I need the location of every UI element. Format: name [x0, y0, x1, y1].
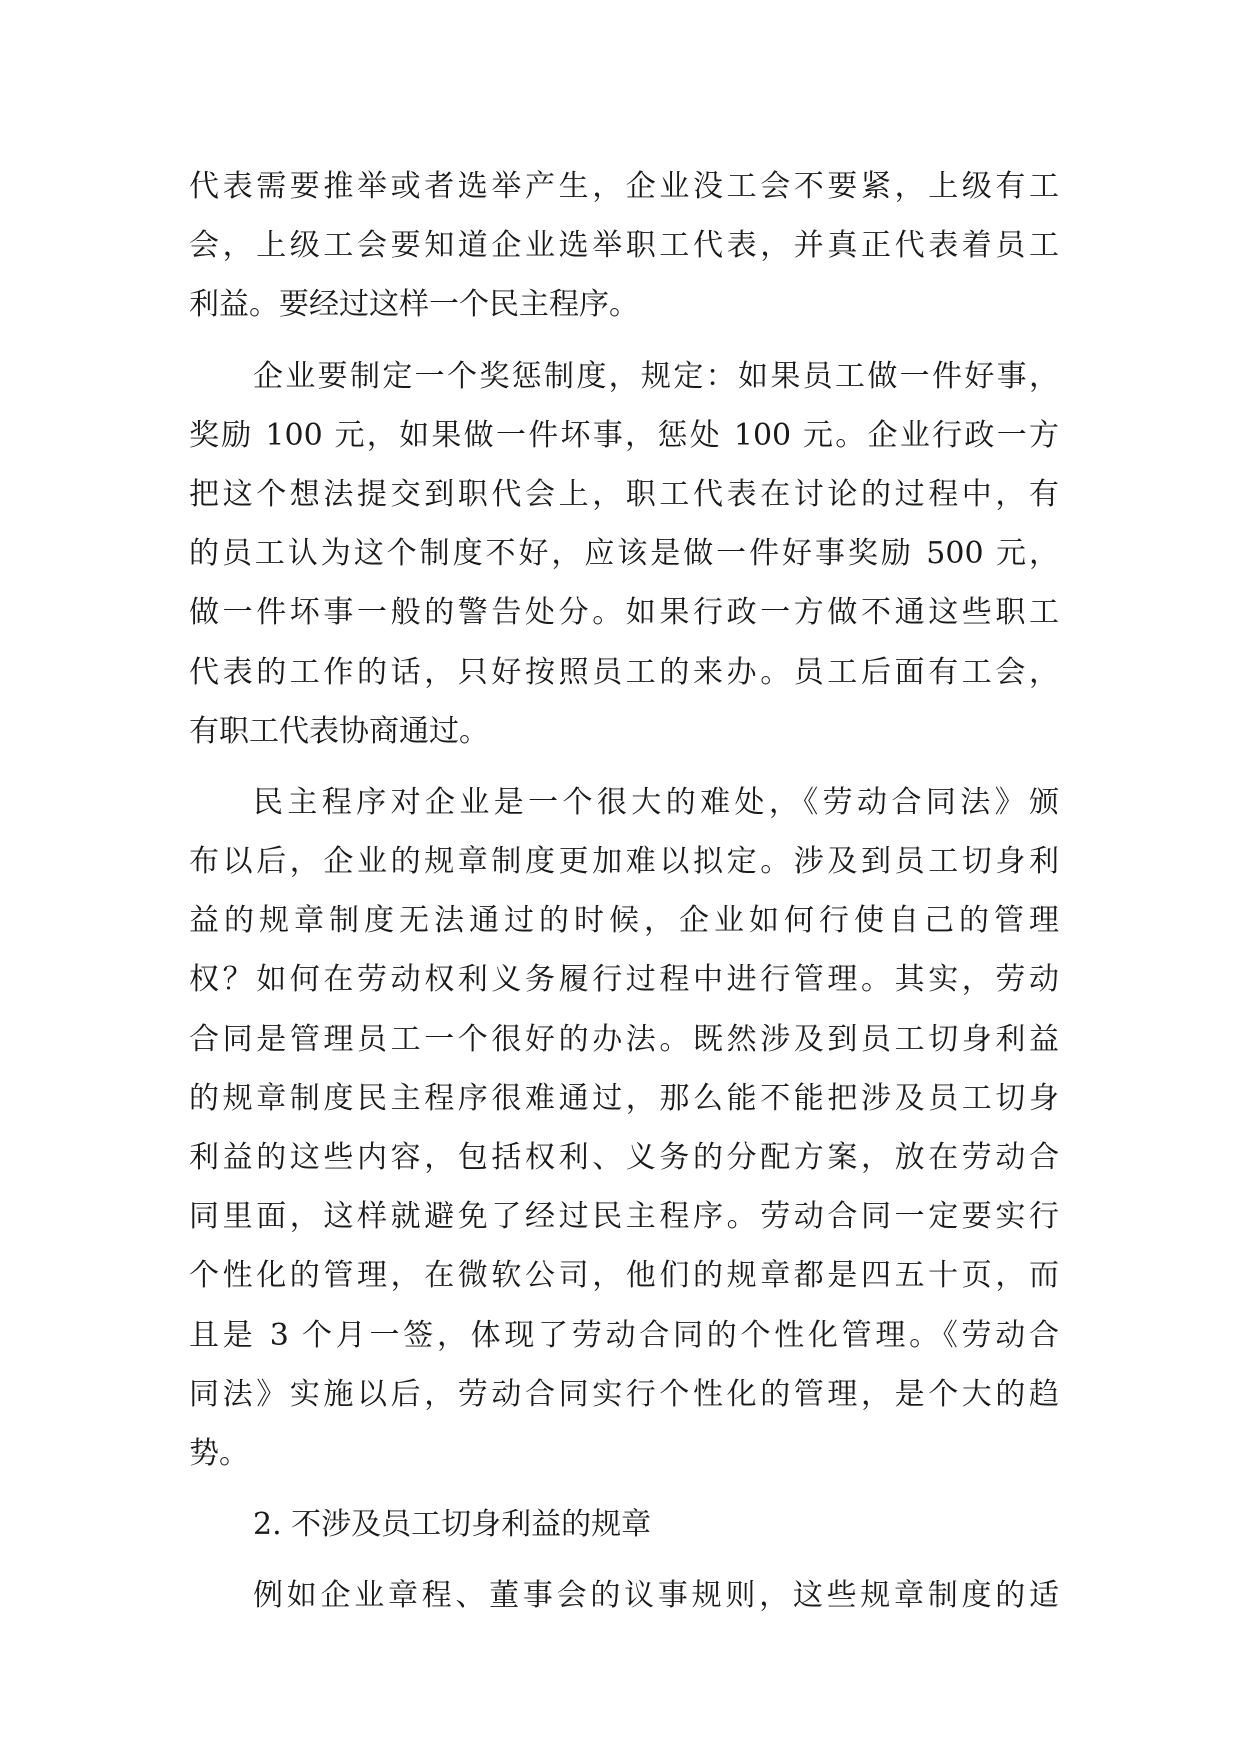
paragraph-1-line-2: 会，上级工会要知道企业选举职工代表，并真正代表着员工: [189, 228, 1059, 264]
paragraph-2-line-3: 把这个想法提交到职代会上，职工代表在讨论的过程中，有: [189, 476, 1059, 512]
paragraph-3-line-2: 布以后，企业的规章制度更加难以拟定。涉及到员工切身利: [189, 844, 1059, 880]
paragraph-2-line-6: 代表的工作的话，只好按照员工的来办。员工后面有工会，: [189, 654, 1059, 690]
paragraph-1-line-3: 利益。要经过这样一个民主程序。: [189, 287, 639, 323]
paragraph-2-line-4: 的员工认为这个制度不好，应该是做一件好事奖励 500 元，: [189, 536, 1059, 572]
paragraph-1-line-1: 代表需要推举或者选举产生，企业没工会不要紧，上级有工: [189, 169, 1059, 204]
paragraph-3-line-3: 益的规章制度无法通过的时候，企业如何行使自己的管理: [189, 903, 1059, 939]
paragraph-4-line-1: 例如企业章程、董事会的议事规则，这些规章制度的适: [253, 1578, 1059, 1614]
paragraph-3-line-10: 且是 3 个月一签，体现了劳动合同的个性化管理。《劳动合: [189, 1317, 1059, 1353]
paragraph-3-line-8: 同里面，这样就避免了经过民主程序。劳动合同一定要实行: [189, 1199, 1059, 1235]
paragraph-3-line-9: 个性化的管理，在微软公司，他们的规章都是四五十页，而: [189, 1258, 1059, 1294]
paragraph-3-line-1: 民主程序对企业是一个很大的难处，《劳动合同法》颁: [253, 784, 1059, 820]
paragraph-3-line-4: 权？如何在劳动权利义务履行过程中进行管理。其实，劳动: [189, 962, 1059, 998]
paragraph-2-line-1: 企业要制定一个奖惩制度，规定：如果员工做一件好事，: [253, 358, 1059, 394]
paragraph-3-line-6: 的规章制度民主程序很难通过，那么能不能把涉及员工切身: [189, 1080, 1059, 1116]
body-text: [189, 157, 1059, 1626]
section-heading: 2. 不涉及员工切身利益的规章: [253, 1507, 652, 1543]
paragraph-3-line-11: 同法》实施以后，劳动合同实行个性化的管理，是个大的趋: [189, 1376, 1059, 1412]
paragraph-2-line-5: 做一件坏事一般的警告处分。如果行政一方做不通这些职工: [189, 595, 1059, 631]
paragraph-3-line-7: 利益的这些内容，包括权利、义务的分配方案，放在劳动合: [189, 1140, 1059, 1175]
paragraph-3-line-12: 势。: [189, 1435, 249, 1471]
paragraph-3-line-5: 合同是管理员工一个很好的办法。既然涉及到员工切身利益: [189, 1021, 1059, 1057]
paragraph-2-line-2: 奖励 100 元，如果做一件坏事，惩处 100 元。企业行政一方: [189, 417, 1059, 453]
paragraph-2-line-7: 有职工代表协商通过。: [189, 713, 489, 749]
